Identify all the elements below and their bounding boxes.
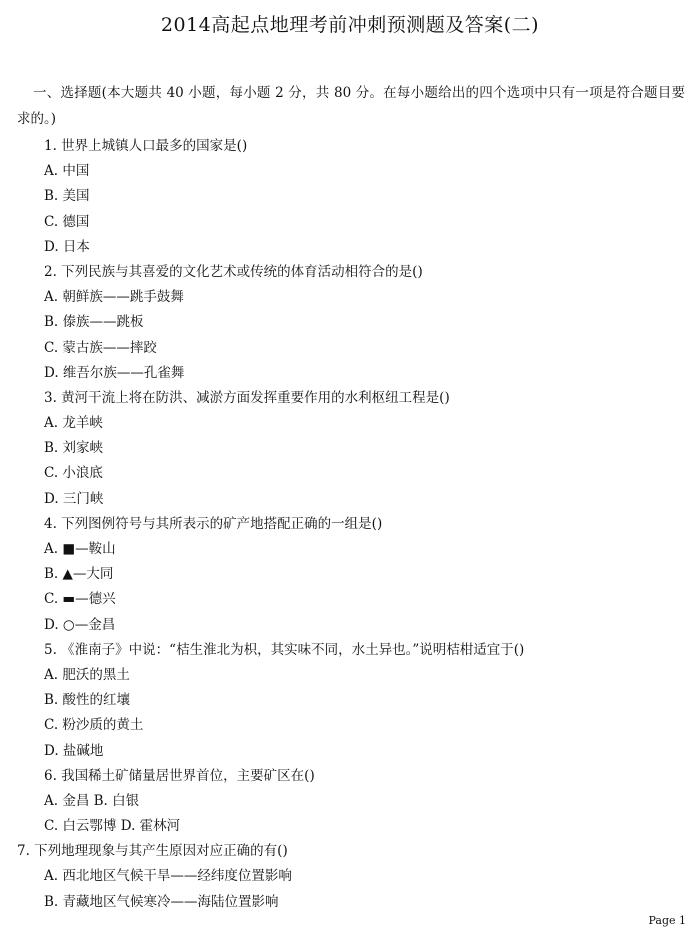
answer-option: A. 龙羊峡 <box>44 415 103 432</box>
page-number: Page 1 <box>648 914 686 927</box>
answer-option: A. ■—鞍山 <box>44 541 116 557</box>
answer-option: B. 酸性的红壤 <box>44 692 131 709</box>
answer-option: C. ▬—德兴 <box>44 591 116 608</box>
answer-option: D. ○—金昌 <box>44 616 116 633</box>
answer-option: C. 德国 <box>44 213 90 230</box>
question-text: 6. 我国稀土矿储量居世界首位，主要矿区在() <box>44 767 315 784</box>
answer-option: B. 美国 <box>44 188 90 205</box>
answer-option: C. 小浪底 <box>44 465 103 482</box>
answer-option: D. 三门峡 <box>44 490 104 507</box>
question-text: 7. 下列地理现象与其产生原因对应正确的有() <box>17 843 288 860</box>
section-intro: 一、选择题(本大题共 40 小题，每小题 2 分，共 80 分。在每小题给出的四个选项中只有一项是符合题目要求的。) <box>17 85 685 127</box>
answer-option: A. 金昌 B. 白银 <box>44 792 140 809</box>
answer-option: A. 朝鲜族——跳手鼓舞 <box>44 289 184 306</box>
answer-option: A. 肥沃的黑土 <box>44 666 130 683</box>
answer-option: A. 西北地区气候干旱——经纬度位置影响 <box>44 868 292 885</box>
answer-option: B. 青藏地区气候寒冷——海陆位置影响 <box>44 893 279 910</box>
question-text: 5. 《淮南子》中说：“桔生淮北为枳，其实味不同，水土异也。”说明桔柑适宜于() <box>44 641 525 658</box>
answer-option: D. 维吾尔族——孔雀舞 <box>44 364 185 381</box>
question-text: 1. 世界上城镇人口最多的国家是() <box>44 138 248 154</box>
answer-option: B. 刘家峡 <box>44 440 104 457</box>
answer-option: C. 蒙古族——摔跤 <box>44 339 157 356</box>
document-title: 2014高起点地理考前冲刺预测题及答案(二) <box>160 14 540 36</box>
question-text: 3. 黄河干流上将在防洪、减淤方面发挥重要作用的水利枢纽工程是() <box>44 389 450 406</box>
answer-option: B. ▲—大同 <box>44 566 114 583</box>
question-list <box>0 134 700 915</box>
answer-option: A. 中国 <box>44 163 90 180</box>
answer-option: D. 盐碱地 <box>44 742 104 759</box>
answer-option: D. 日本 <box>44 238 90 255</box>
answer-option: B. 傣族——跳板 <box>44 314 144 331</box>
answer-option: C. 粉沙质的黄土 <box>44 717 144 734</box>
question-text: 2. 下列民族与其喜爱的文化艺术或传统的体育活动相符合的是() <box>44 263 423 280</box>
answer-option: C. 白云鄂博 D. 霍林河 <box>44 818 181 835</box>
question-text: 4. 下列图例符号与其所表示的矿产地搭配正确的一组是() <box>44 515 383 532</box>
